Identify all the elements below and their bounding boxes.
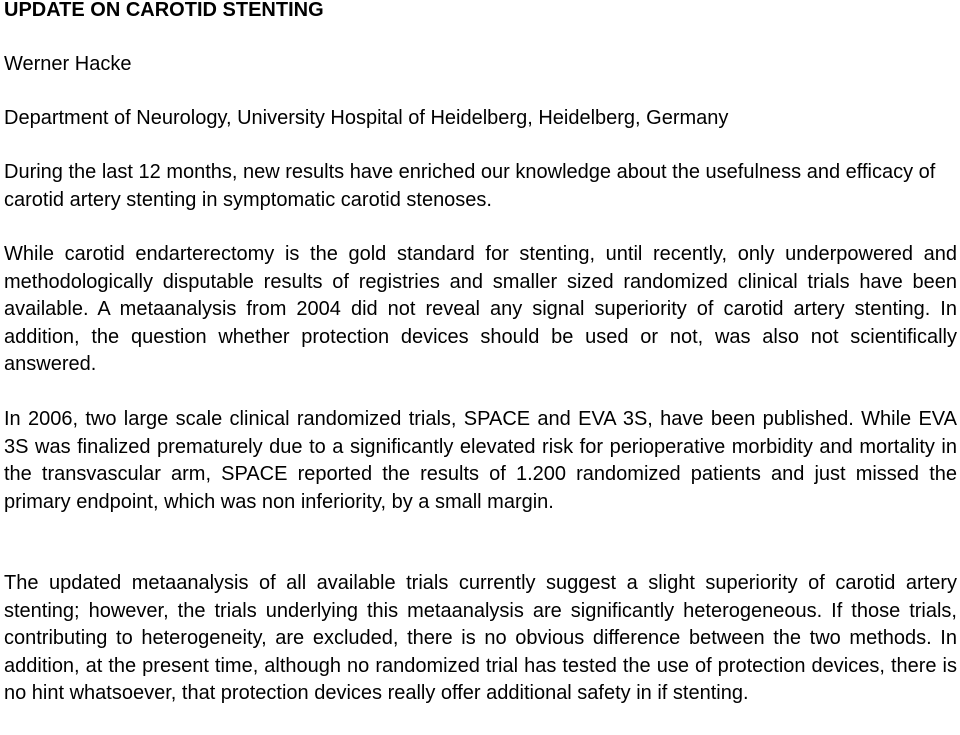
paragraph-4: The updated metaanalysis of all available trials currently suggest a slight superiority of carotid artery stenting; however, the trials underlying this metaanalysis are significantly heterogeneous. If those trials, contributing to heterogeneity, are excluded, there is no obvious difference between the two methods. In addition, at the present time, although no randomized trial has tested the use of protection devices, there is no hint whatsoever, that protection devices really offer additional safety in if stenting. <box>4 572 957 704</box>
author-affiliation: Department of Neurology, University Hospital of Heidelberg, Heidelberg, Germany <box>4 107 729 129</box>
paragraph-1: During the last 12 months, new results have enriched our knowledge about the usefulness and efficacy of carotid artery stenting in symptomatic carotid stenoses. <box>4 161 936 211</box>
paragraph-3: In 2006, two large scale clinical randomized trials, SPACE and EVA 3S, have been published. While EVA 3S was finalized prematurely due to a significantly elevated risk for perioperative morbidity and mortality in the transvascular arm, SPACE reported the results of 1.200 randomized patients and just missed the primary endpoint, which was non inferiority, by a small margin. <box>4 408 957 513</box>
paragraph-2: While carotid endarterectomy is the gold standard for stenting, until recently, only underpowered and methodologically disputable results of registries and smaller sized randomized clinical trials have been available. A metaanalysis from 2004 did not reveal any signal superiority of carotid artery stenting. In addition, the question whether protection devices should be used or not, was also not scientifically answered. <box>4 243 957 375</box>
author-name: Werner Hacke <box>4 53 132 75</box>
document-title: UPDATE ON CAROTID STENTING <box>4 0 324 21</box>
